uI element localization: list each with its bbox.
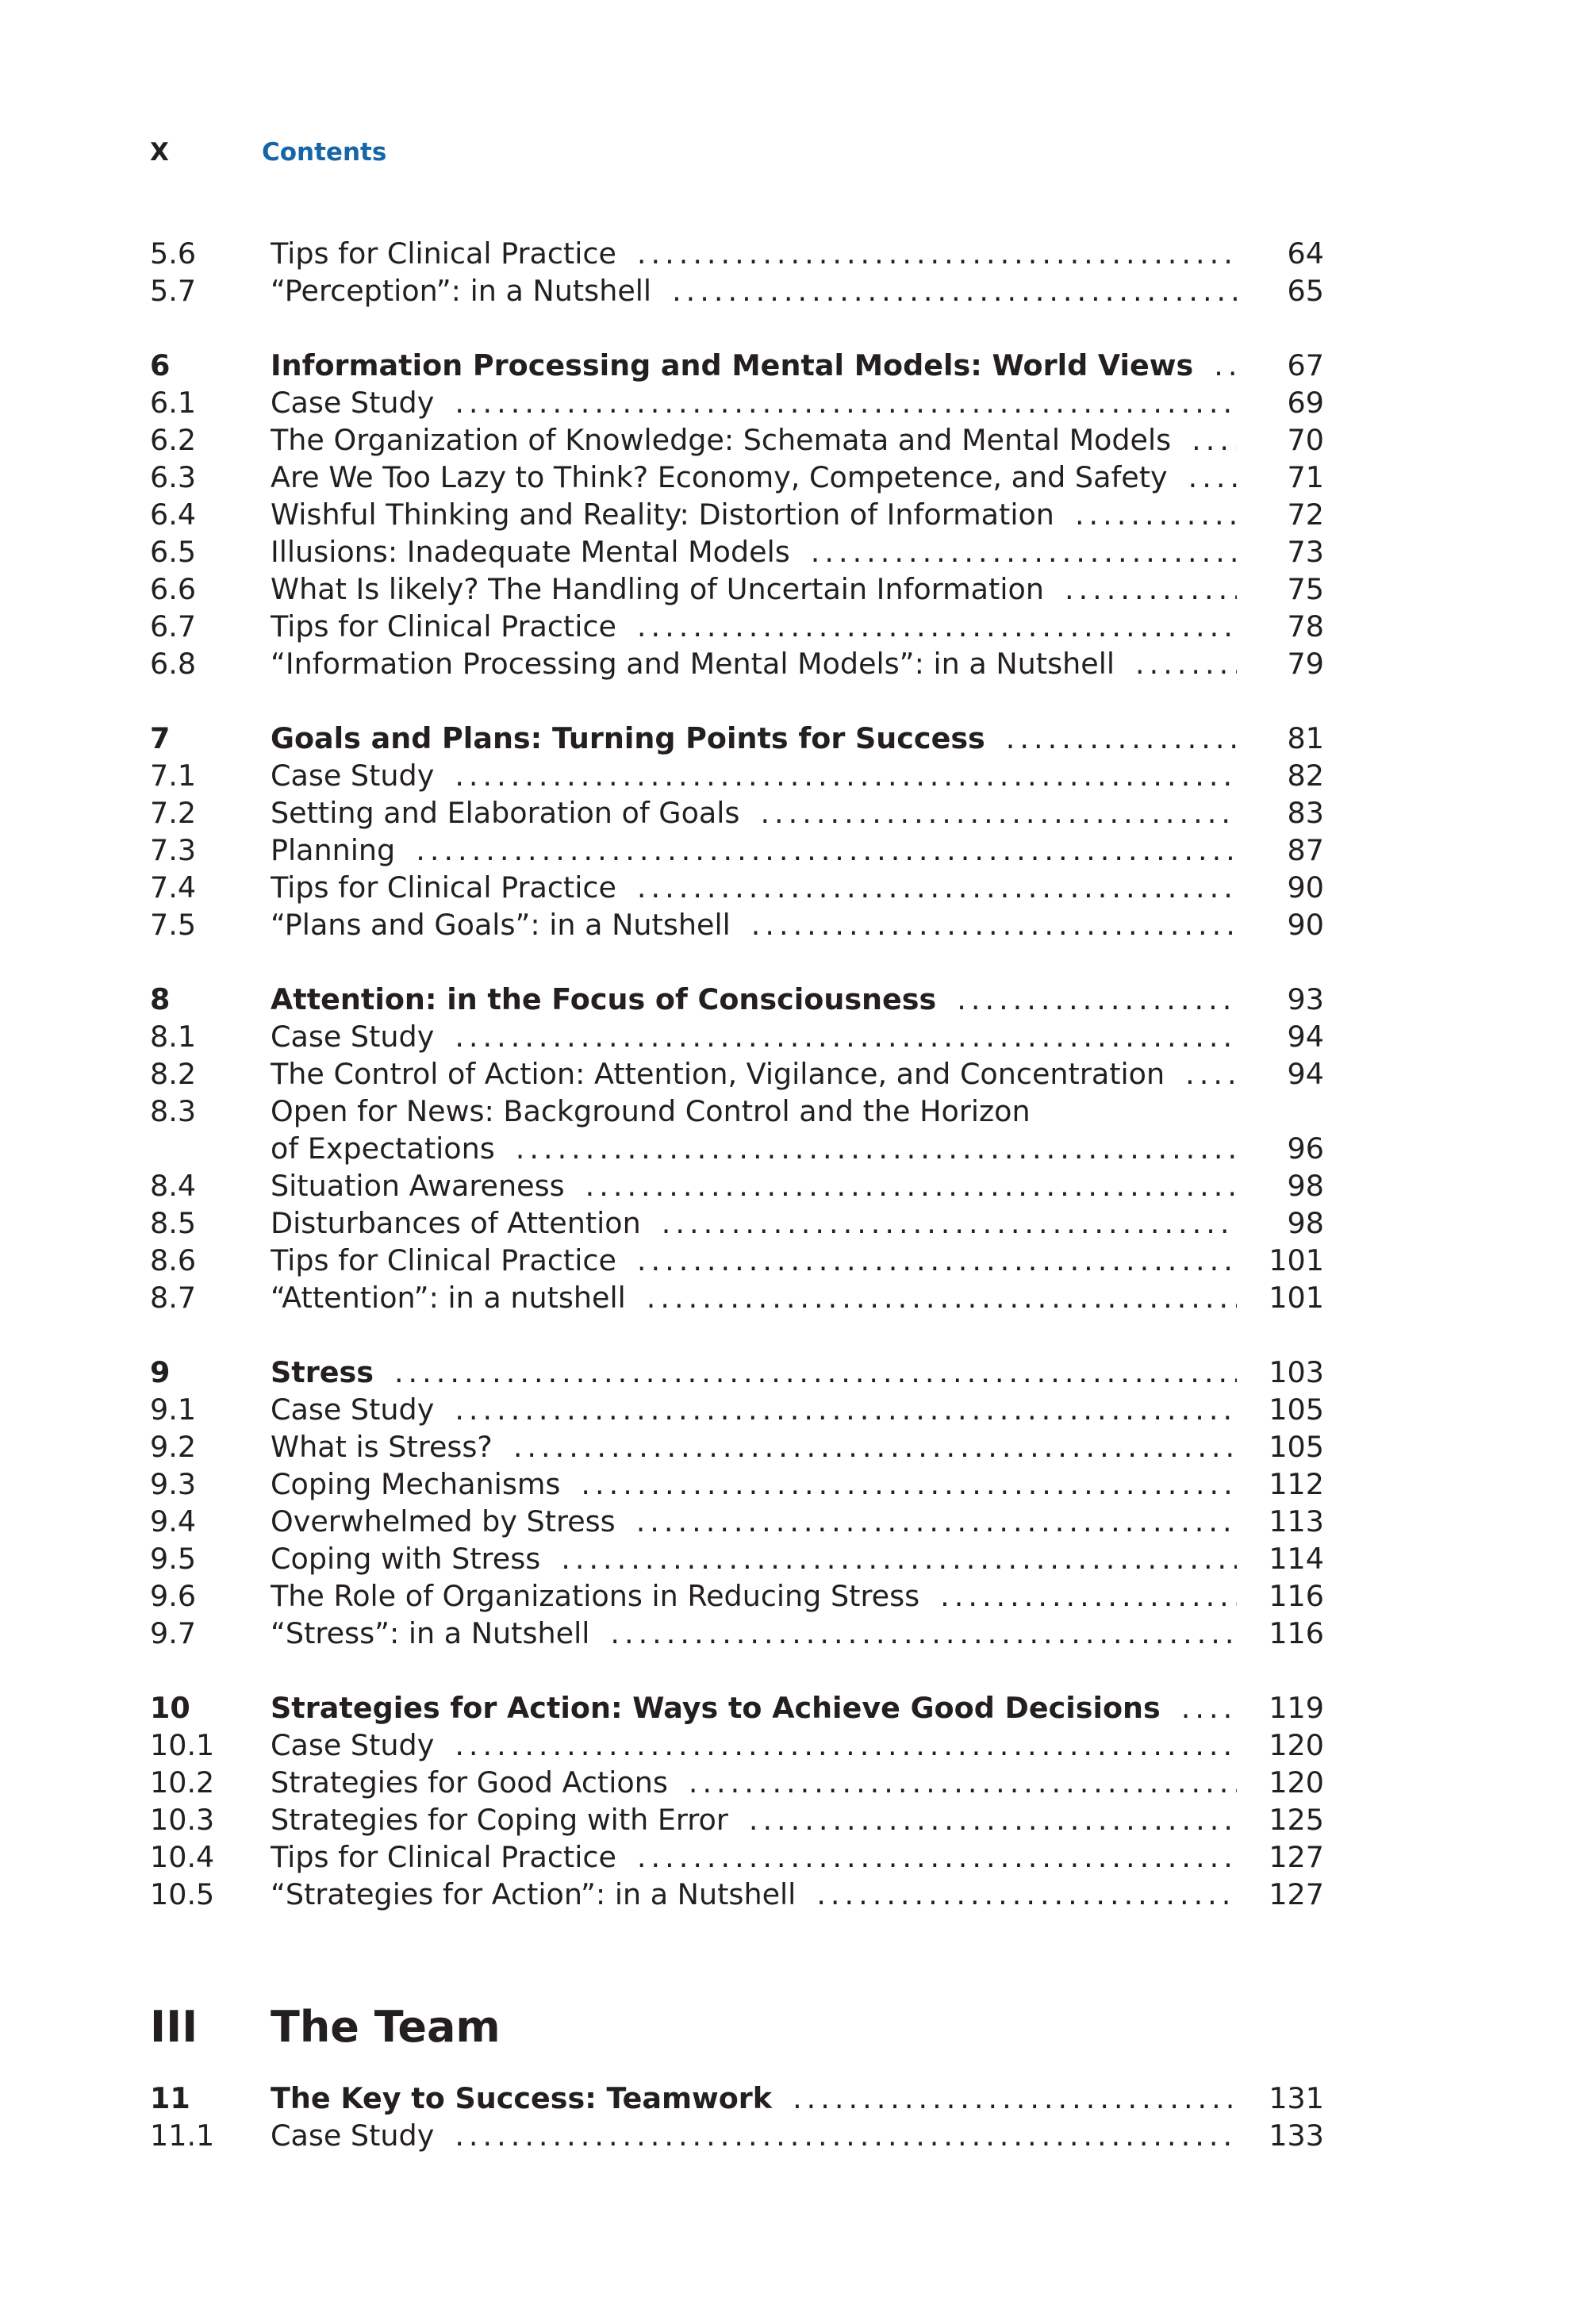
entry-title: Overwhelmed by Stress xyxy=(271,1504,616,1538)
dot-leader xyxy=(662,1204,1237,1242)
entry-page: 105 xyxy=(1269,1430,1324,1464)
toc-entry[interactable] xyxy=(150,1242,1324,1279)
chapter-number: 8 xyxy=(150,982,171,1016)
toc-entry[interactable] xyxy=(150,1727,1324,1764)
entry-page: 90 xyxy=(1287,870,1324,905)
entry-number: 10.1 xyxy=(150,1728,215,1762)
dot-leader xyxy=(637,869,1237,906)
toc-entry[interactable] xyxy=(150,869,1324,906)
entry-number: 10.3 xyxy=(150,1803,215,1837)
entry-title: Wishful Thinking and Reality: Distortion of Information xyxy=(271,497,1054,532)
toc-entry[interactable] xyxy=(150,794,1324,832)
toc-entry[interactable] xyxy=(150,1801,1324,1838)
toc-entry[interactable] xyxy=(150,1577,1324,1615)
entry-number: 9.3 xyxy=(150,1467,197,1501)
block-spacer xyxy=(150,309,1324,347)
entry-number: 7.3 xyxy=(150,833,197,867)
entry-title: Tips for Clinical Practice xyxy=(271,1243,616,1277)
entry-page: 120 xyxy=(1269,1728,1324,1762)
entry-page: 131 xyxy=(1269,2081,1324,2115)
entry-title: Are We Too Lazy to Think? Economy, Competence, and Safety xyxy=(271,460,1168,494)
dot-leader xyxy=(455,2117,1237,2154)
entry-title: Case Study xyxy=(271,386,435,420)
entry-number: 5.6 xyxy=(150,236,197,271)
dot-leader xyxy=(1185,1055,1237,1093)
dot-leader xyxy=(637,235,1237,272)
dot-leader xyxy=(585,1167,1237,1204)
entry-number: 6.7 xyxy=(150,609,197,643)
entry-number: 8.2 xyxy=(150,1057,197,1091)
entry-title: of Expectations xyxy=(271,1131,495,1166)
dot-leader xyxy=(394,1354,1237,1391)
part-number: III xyxy=(150,2002,198,2052)
toc-block xyxy=(150,1689,1324,1913)
toc-entry-continuation[interactable] xyxy=(150,1130,1324,1167)
entry-number: 7.2 xyxy=(150,796,197,830)
dot-leader xyxy=(455,1727,1237,1764)
entry-page: 116 xyxy=(1269,1616,1324,1650)
entry-number: 10.5 xyxy=(150,1877,215,1911)
chapter-title: Stress xyxy=(271,1355,374,1389)
entry-title: Disturbances of Attention xyxy=(271,1206,641,1240)
chapter-title: Strategies for Action: Ways to Achieve Good Decisions xyxy=(271,1691,1161,1725)
dot-leader xyxy=(636,1503,1237,1540)
dot-leader xyxy=(1181,1689,1237,1727)
toc-block xyxy=(150,347,1324,682)
entry-number: 9.2 xyxy=(150,1430,197,1464)
entry-title: “Stress”: in a Nutshell xyxy=(271,1616,590,1650)
dot-leader xyxy=(513,1428,1237,1465)
chapter-title: Goals and Plans: Turning Points for Success xyxy=(271,721,985,755)
toc-chapter-entry[interactable] xyxy=(150,1354,1324,1391)
entry-title: Tips for Clinical Practice xyxy=(271,870,616,905)
entry-title: Tips for Clinical Practice xyxy=(271,236,616,271)
entry-page: 127 xyxy=(1269,1840,1324,1874)
dot-leader xyxy=(455,384,1237,421)
dot-leader xyxy=(455,1018,1237,1055)
entry-number: 9.6 xyxy=(150,1579,197,1613)
toc-entry[interactable] xyxy=(150,1465,1324,1503)
entry-number: 6.5 xyxy=(150,535,197,569)
toc-entry[interactable] xyxy=(150,1615,1324,1652)
part-heading xyxy=(150,2002,1324,2073)
dot-leader xyxy=(816,1876,1237,1913)
block-spacer xyxy=(150,682,1324,720)
table-of-contents xyxy=(150,235,1324,2154)
entry-page: 70 xyxy=(1287,423,1324,457)
dot-leader xyxy=(689,1764,1237,1801)
entry-title: Coping Mechanisms xyxy=(271,1467,561,1501)
toc-entry[interactable] xyxy=(150,2117,1324,2154)
entry-number: 10.2 xyxy=(150,1765,215,1800)
toc-entry[interactable] xyxy=(150,645,1324,682)
entry-title: Case Study xyxy=(271,759,435,793)
entry-page: 98 xyxy=(1287,1169,1324,1203)
entry-page: 72 xyxy=(1287,497,1324,532)
entry-number: 8.6 xyxy=(150,1243,197,1277)
entry-page: 69 xyxy=(1287,386,1324,420)
dot-leader xyxy=(647,1279,1237,1316)
toc-entry[interactable] xyxy=(150,533,1324,570)
toc-entry[interactable] xyxy=(150,459,1324,496)
entry-number: 8.1 xyxy=(150,1020,197,1054)
entry-page: 71 xyxy=(1287,460,1324,494)
dot-leader xyxy=(516,1130,1237,1167)
entry-title: Strategies for Good Actions xyxy=(271,1765,668,1800)
entry-page: 93 xyxy=(1287,982,1324,1016)
entry-number: 6.8 xyxy=(150,647,197,681)
toc-entry[interactable] xyxy=(150,1391,1324,1428)
dot-leader xyxy=(811,533,1237,570)
dot-leader xyxy=(1188,459,1237,496)
toc-entry[interactable] xyxy=(150,1167,1324,1204)
entry-number: 9.4 xyxy=(150,1504,197,1538)
dot-leader xyxy=(455,1391,1237,1428)
dot-leader xyxy=(561,1540,1237,1577)
toc-entry[interactable] xyxy=(150,1838,1324,1876)
dot-leader xyxy=(637,1242,1237,1279)
toc-entry[interactable] xyxy=(150,1055,1324,1093)
entry-title: Situation Awareness xyxy=(271,1169,565,1203)
toc-entry[interactable] xyxy=(150,235,1324,272)
dot-leader xyxy=(749,1801,1237,1838)
running-header xyxy=(150,133,386,171)
block-spacer xyxy=(150,1652,1324,1689)
dot-leader xyxy=(637,608,1237,645)
toc-chapter-entry[interactable] xyxy=(150,720,1324,757)
entry-title: Strategies for Coping with Error xyxy=(271,1803,728,1837)
entry-page: 113 xyxy=(1269,1504,1324,1538)
entry-number: 9.7 xyxy=(150,1616,197,1650)
entry-number: 5.7 xyxy=(150,274,197,308)
toc-entry[interactable] xyxy=(150,570,1324,608)
toc-entry[interactable] xyxy=(150,1764,1324,1801)
entry-page: 82 xyxy=(1287,759,1324,793)
toc-chapter-entry[interactable] xyxy=(150,347,1324,384)
entry-title: “Information Processing and Mental Models”: in a Nutshell xyxy=(271,647,1115,681)
chapter-title: Information Processing and Mental Models: World Views xyxy=(271,348,1194,382)
dot-leader xyxy=(1065,570,1237,608)
toc-entry[interactable] xyxy=(150,1204,1324,1242)
entry-title: Open for News: Background Control and the Horizon xyxy=(271,1094,1031,1128)
entry-page: 114 xyxy=(1269,1542,1324,1576)
entry-page: 75 xyxy=(1287,572,1324,606)
entry-page: 119 xyxy=(1269,1691,1324,1725)
entry-number: 6.1 xyxy=(150,386,197,420)
entry-page: 127 xyxy=(1269,1877,1324,1911)
dot-leader xyxy=(751,906,1237,943)
toc-entry[interactable] xyxy=(150,1279,1324,1316)
toc-entry[interactable] xyxy=(150,1428,1324,1465)
toc-entry[interactable] xyxy=(150,906,1324,943)
entry-number: 6.6 xyxy=(150,572,197,606)
toc-entry[interactable] xyxy=(150,1540,1324,1577)
part-title: The Team xyxy=(271,2002,501,2052)
entry-title: Case Study xyxy=(271,1728,435,1762)
toc-chapter-entry[interactable] xyxy=(150,2080,1324,2117)
entry-page: 112 xyxy=(1269,1467,1324,1501)
chapter-number: 6 xyxy=(150,348,171,382)
toc-entry[interactable] xyxy=(150,496,1324,533)
entry-page: 90 xyxy=(1287,908,1324,942)
toc-block xyxy=(150,1354,1324,1652)
entry-page: 81 xyxy=(1287,721,1324,755)
dot-leader xyxy=(1192,421,1237,459)
entry-title: Tips for Clinical Practice xyxy=(271,1840,616,1874)
block-spacer xyxy=(150,1316,1324,1354)
dot-leader xyxy=(957,981,1237,1018)
entry-page: 101 xyxy=(1269,1281,1324,1315)
entry-number: 6.2 xyxy=(150,423,197,457)
entry-page: 79 xyxy=(1287,647,1324,681)
toc-chapter-entry[interactable] xyxy=(150,981,1324,1018)
toc-entry[interactable] xyxy=(150,272,1324,309)
dot-leader xyxy=(610,1615,1237,1652)
page-number: X xyxy=(150,138,169,167)
entry-page: 64 xyxy=(1287,236,1324,271)
entry-title: The Organization of Knowledge: Schemata and Mental Models xyxy=(271,423,1172,457)
entry-number: 9.1 xyxy=(150,1392,197,1427)
dot-leader xyxy=(1135,645,1237,682)
dot-leader xyxy=(1214,347,1237,384)
entry-number: 6.4 xyxy=(150,497,197,532)
entry-page: 94 xyxy=(1287,1020,1324,1054)
entry-page: 73 xyxy=(1287,535,1324,569)
entry-title: The Role of Organizations in Reducing Stress xyxy=(271,1579,920,1613)
entry-title: Case Study xyxy=(271,2118,435,2153)
dot-leader xyxy=(637,1838,1237,1876)
running-title: Contents xyxy=(262,138,387,167)
entry-title: The Control of Action: Attention, Vigilance, and Concentration xyxy=(271,1057,1165,1091)
toc-block xyxy=(150,235,1324,309)
dot-leader xyxy=(581,1465,1237,1503)
entry-page: 116 xyxy=(1269,1579,1324,1613)
entry-title: “Perception”: in a Nutshell xyxy=(271,274,652,308)
dot-leader xyxy=(760,794,1237,832)
toc-entry[interactable] xyxy=(150,384,1324,421)
entry-number: 10.4 xyxy=(150,1840,215,1874)
entry-number: 7.4 xyxy=(150,870,197,905)
dot-leader xyxy=(455,757,1237,794)
entry-page: 96 xyxy=(1287,1131,1324,1166)
entry-page: 133 xyxy=(1269,2118,1324,2153)
entry-title: Illusions: Inadequate Mental Models xyxy=(271,535,790,569)
entry-title: Case Study xyxy=(271,1020,435,1054)
entry-title: Setting and Elaboration of Goals xyxy=(271,796,740,830)
entry-number: 7.1 xyxy=(150,759,197,793)
toc-entry[interactable] xyxy=(150,1093,1324,1130)
entry-title: “Attention”: in a nutshell xyxy=(271,1281,626,1315)
entry-page: 98 xyxy=(1287,1206,1324,1240)
dot-leader xyxy=(672,272,1237,309)
dot-leader xyxy=(793,2080,1237,2117)
dot-leader xyxy=(1075,496,1237,533)
entry-number: 7.5 xyxy=(150,908,197,942)
entry-title: “Plans and Goals”: in a Nutshell xyxy=(271,908,731,942)
entry-title: What is Stress? xyxy=(271,1430,493,1464)
entry-number: 8.7 xyxy=(150,1281,197,1315)
entry-page: 120 xyxy=(1269,1765,1324,1800)
entry-page: 78 xyxy=(1287,609,1324,643)
toc-entry[interactable] xyxy=(150,1503,1324,1540)
entry-page: 103 xyxy=(1269,1355,1324,1389)
chapter-number: 7 xyxy=(150,721,171,755)
chapter-number: 9 xyxy=(150,1355,171,1389)
dot-leader xyxy=(940,1577,1237,1615)
entry-title: Case Study xyxy=(271,1392,435,1427)
chapter-title: Attention: in the Focus of Consciousness xyxy=(271,982,937,1016)
toc-block xyxy=(150,981,1324,1316)
entry-number: 8.4 xyxy=(150,1169,197,1203)
entry-title: What Is likely? The Handling of Uncertain Information xyxy=(271,572,1044,606)
entry-page: 67 xyxy=(1287,348,1324,382)
toc-block xyxy=(150,720,1324,943)
entry-page: 101 xyxy=(1269,1243,1324,1277)
entry-title: Coping with Stress xyxy=(271,1542,541,1576)
toc-entry[interactable] xyxy=(150,757,1324,794)
toc-block xyxy=(150,2080,1324,2154)
entry-page: 105 xyxy=(1269,1392,1324,1427)
entry-page: 125 xyxy=(1269,1803,1324,1837)
entry-number: 6.3 xyxy=(150,460,197,494)
entry-number: 11.1 xyxy=(150,2118,215,2153)
chapter-number: 11 xyxy=(150,2081,190,2115)
entry-title: “Strategies for Action”: in a Nutshell xyxy=(271,1877,796,1911)
entry-number: 9.5 xyxy=(150,1542,197,1576)
block-spacer xyxy=(150,943,1324,981)
entry-number: 8.5 xyxy=(150,1206,197,1240)
dot-leader xyxy=(1006,720,1237,757)
dot-leader xyxy=(416,832,1237,869)
toc-entry[interactable] xyxy=(150,1018,1324,1055)
toc-chapter-entry[interactable] xyxy=(150,1689,1324,1727)
toc-entry[interactable] xyxy=(150,608,1324,645)
entry-title: Planning xyxy=(271,833,396,867)
entry-page: 65 xyxy=(1287,274,1324,308)
chapter-number: 10 xyxy=(150,1691,190,1725)
toc-entry[interactable] xyxy=(150,1876,1324,1913)
entry-page: 83 xyxy=(1287,796,1324,830)
entry-number: 8.3 xyxy=(150,1094,197,1128)
toc-entry[interactable] xyxy=(150,832,1324,869)
entry-page: 87 xyxy=(1287,833,1324,867)
chapter-title: The Key to Success: Teamwork xyxy=(271,2081,773,2115)
entry-page: 94 xyxy=(1287,1057,1324,1091)
entry-title: Tips for Clinical Practice xyxy=(271,609,616,643)
toc-entry[interactable] xyxy=(150,421,1324,459)
